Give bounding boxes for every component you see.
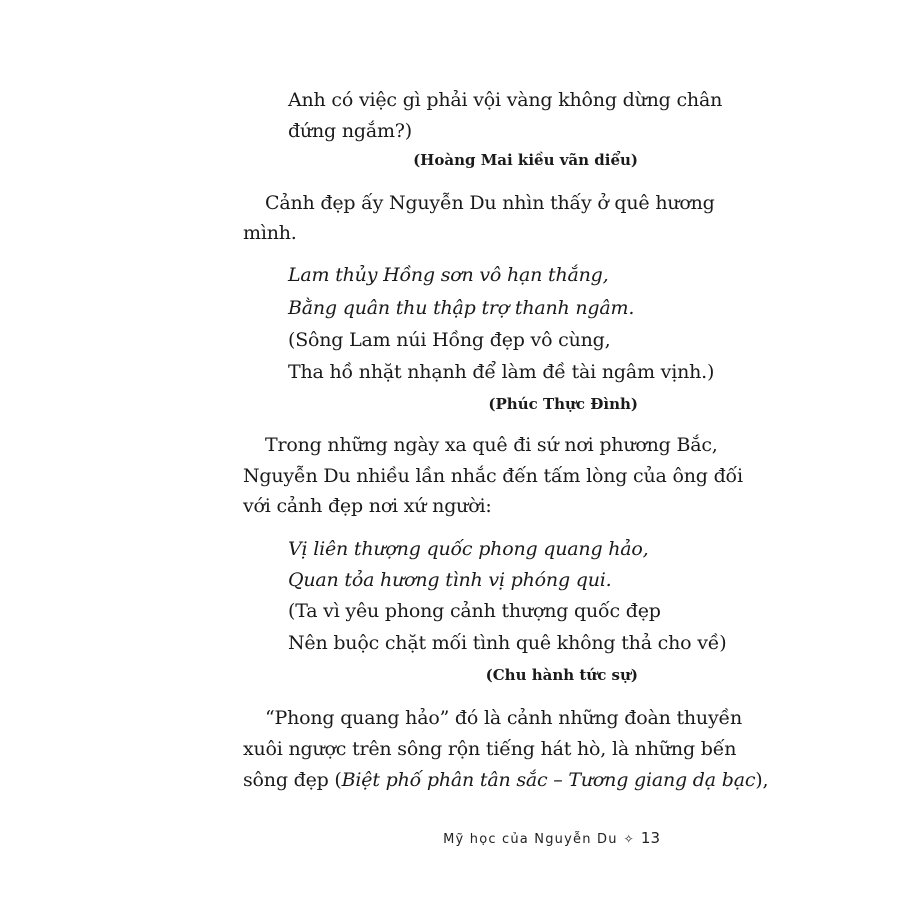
poem-credit: (Hoàng Mai kiều vãn diểu)	[413, 151, 638, 169]
poem-original-line: Bằng quân thu thập trợ thanh ngâm.	[288, 297, 635, 319]
body-paragraph-line: xuôi ngược trên sông rộn tiếng hát hò, là những bến	[243, 738, 737, 760]
body-paragraph-line: “Phong quang hảo” đó là cảnh những đoàn thuyền	[265, 707, 743, 729]
body-paragraph-line	[243, 768, 768, 792]
body-paragraph-line: với cảnh đẹp nơi xứ người:	[243, 495, 492, 517]
body-text: sông đẹp (	[243, 769, 342, 791]
running-title: Mỹ học của Nguyễn Du	[443, 832, 618, 847]
page-footer	[443, 829, 660, 847]
body-paragraph-line: Trong những ngày xa quê đi sứ nơi phương Bắc,	[265, 434, 718, 456]
poem-title-reference: Biệt phố phân tân sắc – Tương giang dạ bạc	[341, 769, 756, 791]
body-text: ),	[755, 769, 769, 791]
poem-original-line: Lam thủy Hồng sơn vô hạn thắng,	[288, 264, 609, 286]
poem-credit: (Chu hành tức sự)	[485, 666, 638, 684]
ornament-icon: ✧	[623, 832, 635, 846]
poem-translation-line: (Sông Lam núi Hồng đẹp vô cùng,	[288, 329, 611, 351]
page-number: 13	[640, 829, 660, 847]
poem-original-line: Quan tỏa hương tình vị phóng qui.	[288, 569, 612, 591]
body-paragraph-line: Cảnh đẹp ấy Nguyễn Du nhìn thấy ở quê hương	[265, 192, 715, 214]
body-paragraph-line: Nguyễn Du nhiều lần nhắc đến tấm lòng của ông đối	[243, 465, 743, 487]
poem-translation-line: (Ta vì yêu phong cảnh thượng quốc đẹp	[288, 600, 661, 622]
verse-translation-line: đứng ngắm?)	[288, 120, 412, 142]
poem-translation-line: Tha hồ nhặt nhạnh để làm đề tài ngâm vịnh.)	[288, 361, 715, 383]
body-paragraph-line: mình.	[243, 222, 297, 244]
poem-credit: (Phúc Thực Đình)	[488, 395, 638, 413]
verse-translation-line: Anh có việc gì phải vội vàng không dừng chân	[288, 89, 723, 111]
poem-translation-line: Nên buộc chặt mối tình quê không thả cho về)	[288, 632, 727, 654]
poem-original-line: Vị liên thượng quốc phong quang hảo,	[288, 538, 649, 560]
